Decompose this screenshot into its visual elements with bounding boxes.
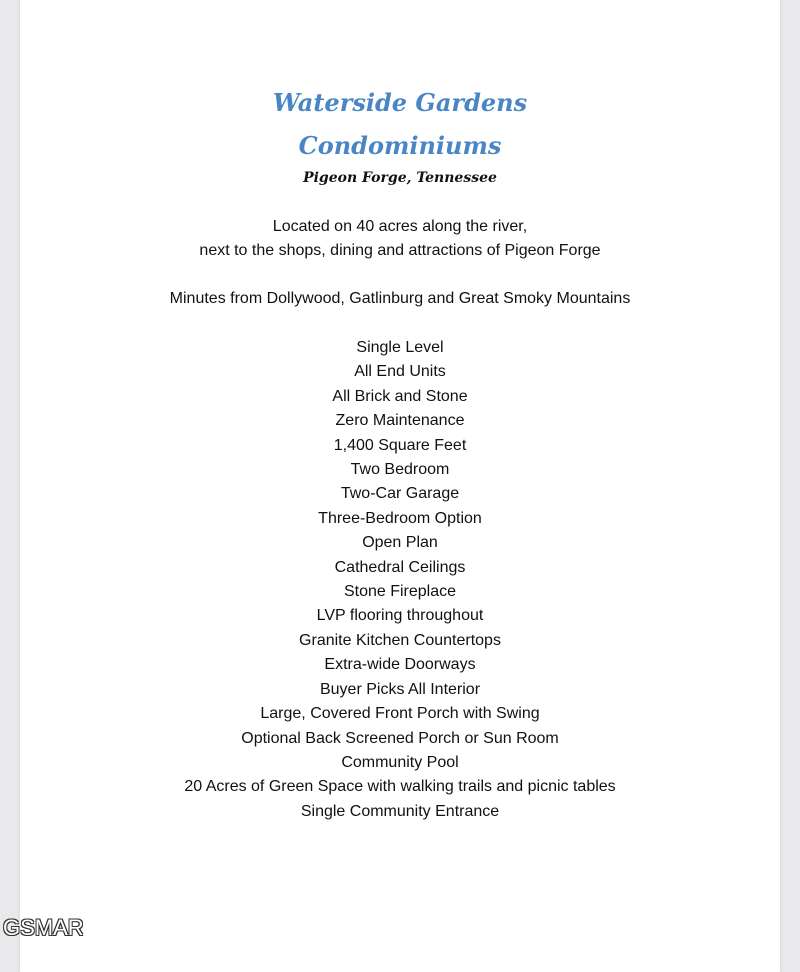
title-line-2: Condominiums <box>298 131 502 160</box>
feature-item: 20 Acres of Green Space with walking trails and picnic tables <box>184 778 616 796</box>
minutes-line: Minutes from Dollywood, Gatlinburg and Great Smoky Mountains <box>169 290 631 307</box>
gsmar-watermark: GSMAR <box>3 915 84 940</box>
intro-line: next to the shops, dining and attractions of Pigeon Forge <box>199 242 601 260</box>
feature-item: 1,400 Square Feet <box>333 436 467 454</box>
feature-item: Two-Car Garage <box>340 485 460 503</box>
feature-item: Granite Kitchen Countertops <box>299 631 501 649</box>
feature-item: Three-Bedroom Option <box>318 509 482 527</box>
feature-item: Cathedral Ceilings <box>334 558 466 576</box>
feature-item: Community Pool <box>341 753 459 771</box>
feature-item: Single Community Entrance <box>300 802 500 820</box>
intro-paragraph <box>20 215 780 264</box>
feature-item: Zero Maintenance <box>335 412 465 430</box>
title-line-1: Waterside Gardens <box>272 88 528 117</box>
feature-item: Open Plan <box>362 534 438 552</box>
feature-item: Large, Covered Front Porch with Swing <box>260 705 540 723</box>
feature-item: Buyer Picks All Interior <box>319 680 481 698</box>
features-list <box>20 336 780 824</box>
location-subtitle: Pigeon Forge, Tennessee <box>303 170 497 186</box>
feature-item: All Brick and Stone <box>332 387 468 405</box>
feature-item: Single Level <box>356 339 444 356</box>
feature-item: Extra-wide Doorways <box>324 656 476 674</box>
feature-item: Optional Back Screened Porch or Sun Room <box>241 729 559 747</box>
feature-item: Two Bedroom <box>350 461 450 479</box>
document-page <box>20 0 780 972</box>
intro-line: Located on 40 acres along the river, <box>272 218 528 235</box>
feature-item: LVP flooring throughout <box>316 607 484 625</box>
feature-item: All End Units <box>354 363 446 381</box>
feature-item: Stone Fireplace <box>343 583 457 601</box>
